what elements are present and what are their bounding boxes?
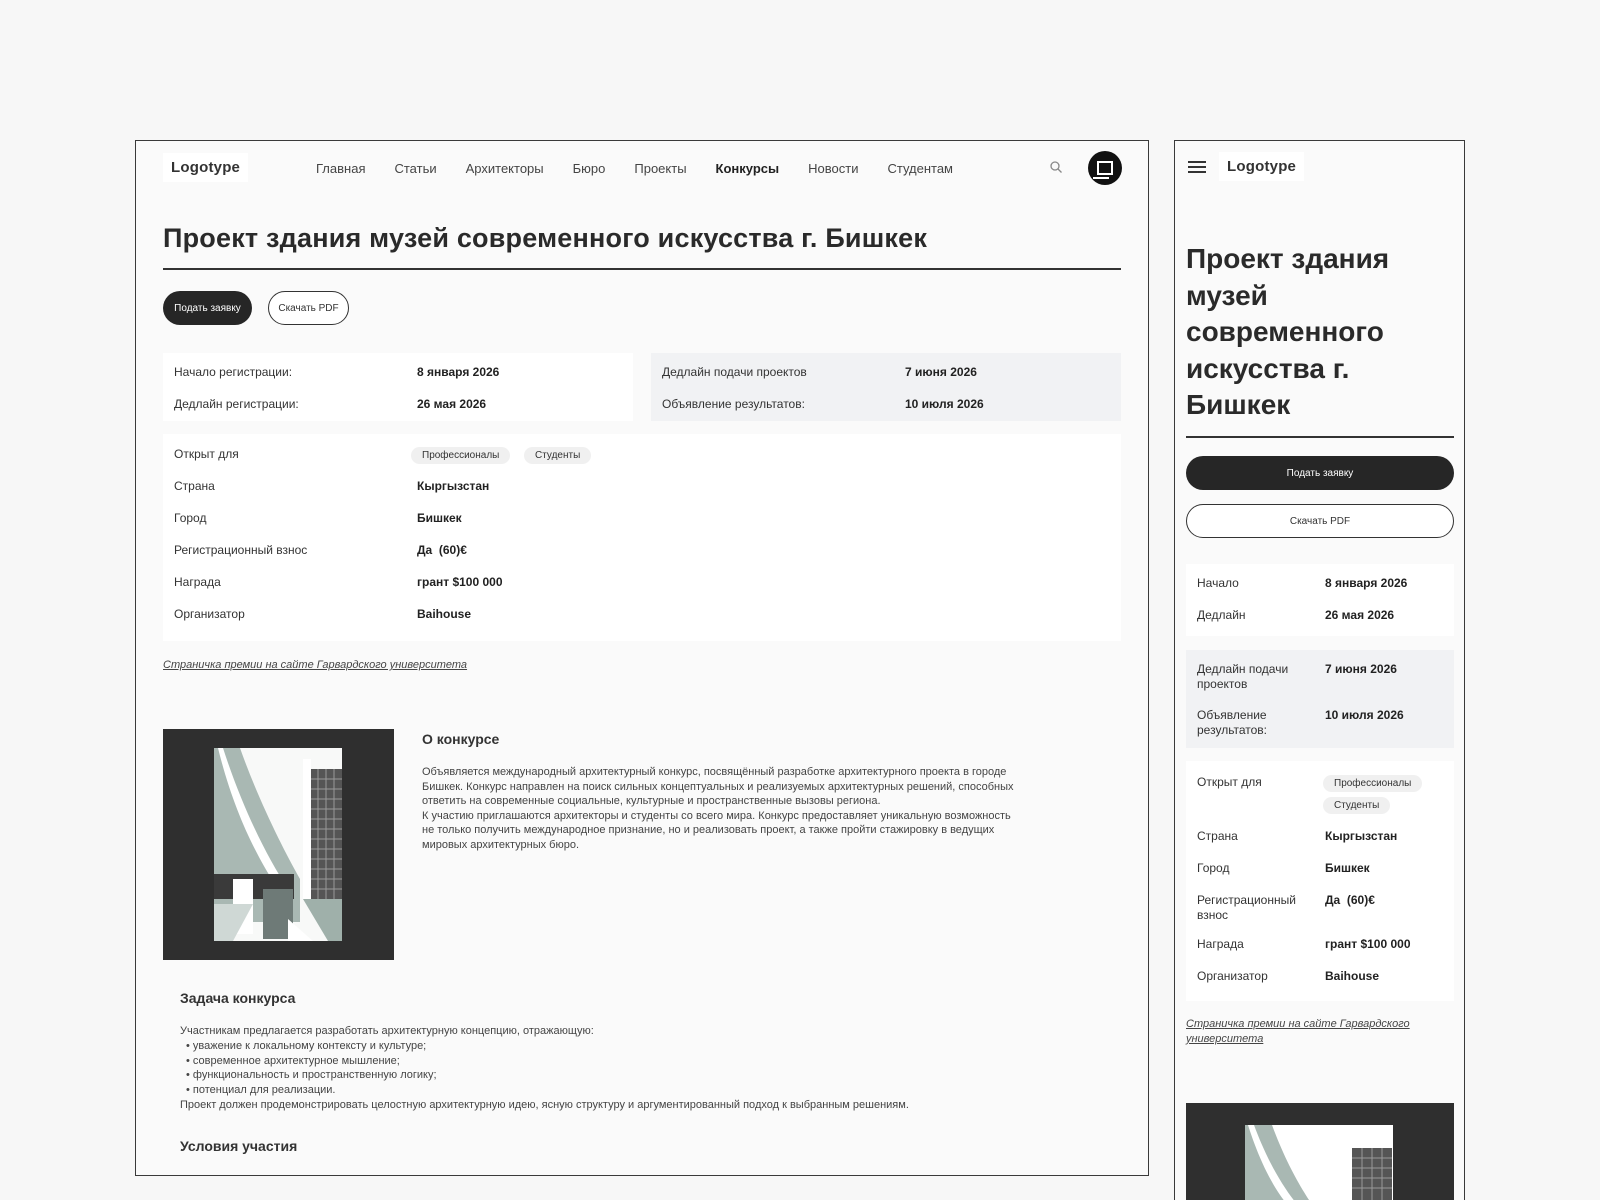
mobile-deadline-value: 26 мая 2026	[1325, 608, 1395, 622]
about-line: Объявляется международный архитектурный конкурс, посвящённый разработке архитектурного проекта в городе	[422, 766, 1007, 778]
mobile-start-value: 8 января 2026	[1325, 576, 1408, 590]
about-heading: О конкурсе	[422, 731, 500, 747]
about-line: ответить на современные социальные, культурные и пространственные вызовы региона.	[422, 795, 881, 808]
city-label: Город	[174, 511, 207, 525]
mobile-chip-professionals: Профессионалы	[1323, 775, 1422, 792]
city-value: Бишкек	[417, 511, 462, 525]
mobile-organizer-value: Baihouse	[1325, 969, 1380, 983]
list-item: • современное архитектурное мышление;	[180, 1054, 1080, 1069]
organizer-label: Организатор	[174, 607, 245, 621]
mobile-fee-label: Регистрационный взнос	[1197, 893, 1296, 922]
fee-value: Да (60)€	[417, 543, 467, 557]
results-label: Объявление результатов:	[662, 397, 805, 411]
about-text	[422, 765, 1102, 853]
nav-item-news[interactable]: Новости	[808, 161, 859, 176]
nav-item-students[interactable]: Студентам	[887, 161, 953, 176]
mobile-submit-deadline-label: Дедлайн подачи проектов	[1197, 662, 1289, 691]
mobile-contest-image	[1186, 1103, 1454, 1200]
open-for-label: Открыт для	[174, 447, 239, 461]
chip-students: Студенты	[524, 447, 591, 464]
about-line: Бишкек. Конкурс направлен на поиск сильных концептуальных и реализуемых архитектурных решений, способных	[422, 780, 1014, 793]
task-outro: Проект должен продемонстрировать целостную архитектурную идею, ясную структуру и аргументированный подход к выбранным решениям.	[180, 1099, 909, 1111]
chip-professionals: Профессионалы	[411, 447, 510, 464]
mobile-dates-card-registration	[1186, 564, 1454, 636]
mobile-fee-value: Да (60)€	[1325, 893, 1375, 907]
mobile-results-label: Объявление результатов:	[1197, 708, 1268, 737]
mobile-country-label: Страна	[1197, 829, 1238, 843]
mobile-start-label: Начало	[1197, 576, 1239, 590]
nav-item-bureau[interactable]: Бюро	[572, 161, 606, 176]
mobile-info-card	[1186, 761, 1454, 1001]
nav-item-contests[interactable]: Конкурсы	[715, 161, 780, 176]
country-value: Кыргызстан	[417, 479, 490, 493]
mobile-logo[interactable]: Logotype	[1219, 152, 1304, 181]
download-pdf-button[interactable]: Скачать PDF	[268, 291, 349, 325]
task-intro: Участникам предлагается разработать архитектурную концепцию, отражающую:	[180, 1025, 594, 1037]
mobile-country-value: Кыргызстан	[1325, 829, 1398, 843]
list-item: • функциональность и пространственную логику;	[180, 1068, 1080, 1083]
logo[interactable]: Logotype	[163, 153, 248, 182]
search-icon[interactable]	[1049, 160, 1063, 174]
harvard-link[interactable]: Страничка премии на сайте Гарвардского университета	[163, 659, 468, 671]
mobile-city-value: Бишкек	[1325, 861, 1370, 875]
mobile-prize-label: Награда	[1197, 937, 1244, 951]
results-value: 10 июля 2026	[905, 397, 984, 411]
architecture-illustration	[163, 729, 394, 960]
nav-item-architects[interactable]: Архитекторы	[465, 161, 544, 176]
about-line: К участию приглашаются архитекторы и студенты со всего мира. Конкурс предоставляет уникальную возможность	[422, 809, 1011, 822]
dates-card-submission	[651, 353, 1121, 421]
nav-item-home[interactable]: Главная	[316, 161, 366, 176]
mobile-open-for-label: Открыт для	[1197, 775, 1262, 789]
mobile-harvard-link[interactable]: Страничка премии на сайте Гарвардского университета	[1186, 1018, 1410, 1045]
desktop-frame	[135, 140, 1149, 1176]
nav-item-articles[interactable]: Статьи	[394, 161, 437, 176]
mobile-architecture-illustration	[1186, 1103, 1454, 1200]
mobile-submit-deadline-value: 7 июня 2026	[1325, 662, 1397, 676]
menu-icon[interactable]	[1188, 161, 1206, 173]
about-line: мировых архитектурных бюро.	[422, 838, 580, 851]
prize-value: грант $100 000	[417, 575, 503, 589]
mobile-page-title: Проект здания музей современного искусства г. Бишкек	[1186, 241, 1454, 438]
fee-label: Регистрационный взнос	[174, 543, 308, 557]
page-title: Проект здания музей современного искусства г. Бишкек	[163, 223, 1121, 270]
mobile-apply-button[interactable]: Подать заявку	[1186, 456, 1454, 490]
mobile-deadline-label: Дедлайн	[1197, 608, 1246, 622]
mobile-dates-card-submission	[1186, 650, 1454, 748]
list-item: • потенциал для реализации.	[180, 1083, 1080, 1098]
task-list	[180, 1039, 1080, 1097]
mobile-prize-value: грант $100 000	[1325, 937, 1411, 951]
info-card	[163, 434, 1121, 641]
reg-deadline-value: 26 мая 2026	[417, 397, 487, 411]
contest-image	[163, 729, 394, 960]
main-nav	[316, 161, 982, 176]
reg-start-label: Начало регистрации:	[174, 365, 293, 379]
apply-button[interactable]: Подать заявку	[163, 291, 252, 325]
submit-deadline-label: Дедлайн подачи проектов	[662, 365, 807, 379]
mobile-city-label: Город	[1197, 861, 1230, 875]
mobile-download-pdf-button[interactable]: Скачать PDF	[1186, 504, 1454, 538]
list-item: • уважение к локальному контексту и культуре;	[180, 1039, 1080, 1054]
conditions-heading: Условия участия	[180, 1138, 298, 1154]
submit-deadline-value: 7 июня 2026	[905, 365, 977, 379]
organizer-value: Baihouse	[417, 607, 472, 621]
mobile-chip-students: Студенты	[1323, 797, 1390, 814]
country-label: Страна	[174, 479, 215, 493]
mobile-organizer-label: Организатор	[1197, 969, 1268, 983]
about-line: не только получить международное признание, но и реализовать проект, а также пройти стажировку в ведущих	[422, 824, 995, 837]
user-avatar-icon[interactable]	[1088, 151, 1122, 185]
reg-deadline-label: Дедлайн регистрации:	[174, 397, 299, 411]
reg-start-value: 8 января 2026	[417, 365, 500, 379]
dates-card-registration	[163, 353, 633, 421]
mobile-results-value: 10 июля 2026	[1325, 708, 1404, 722]
prize-label: Награда	[174, 575, 221, 589]
mobile-frame	[1174, 140, 1465, 1200]
nav-item-projects[interactable]: Проекты	[634, 161, 687, 176]
task-heading: Задача конкурса	[180, 990, 296, 1006]
